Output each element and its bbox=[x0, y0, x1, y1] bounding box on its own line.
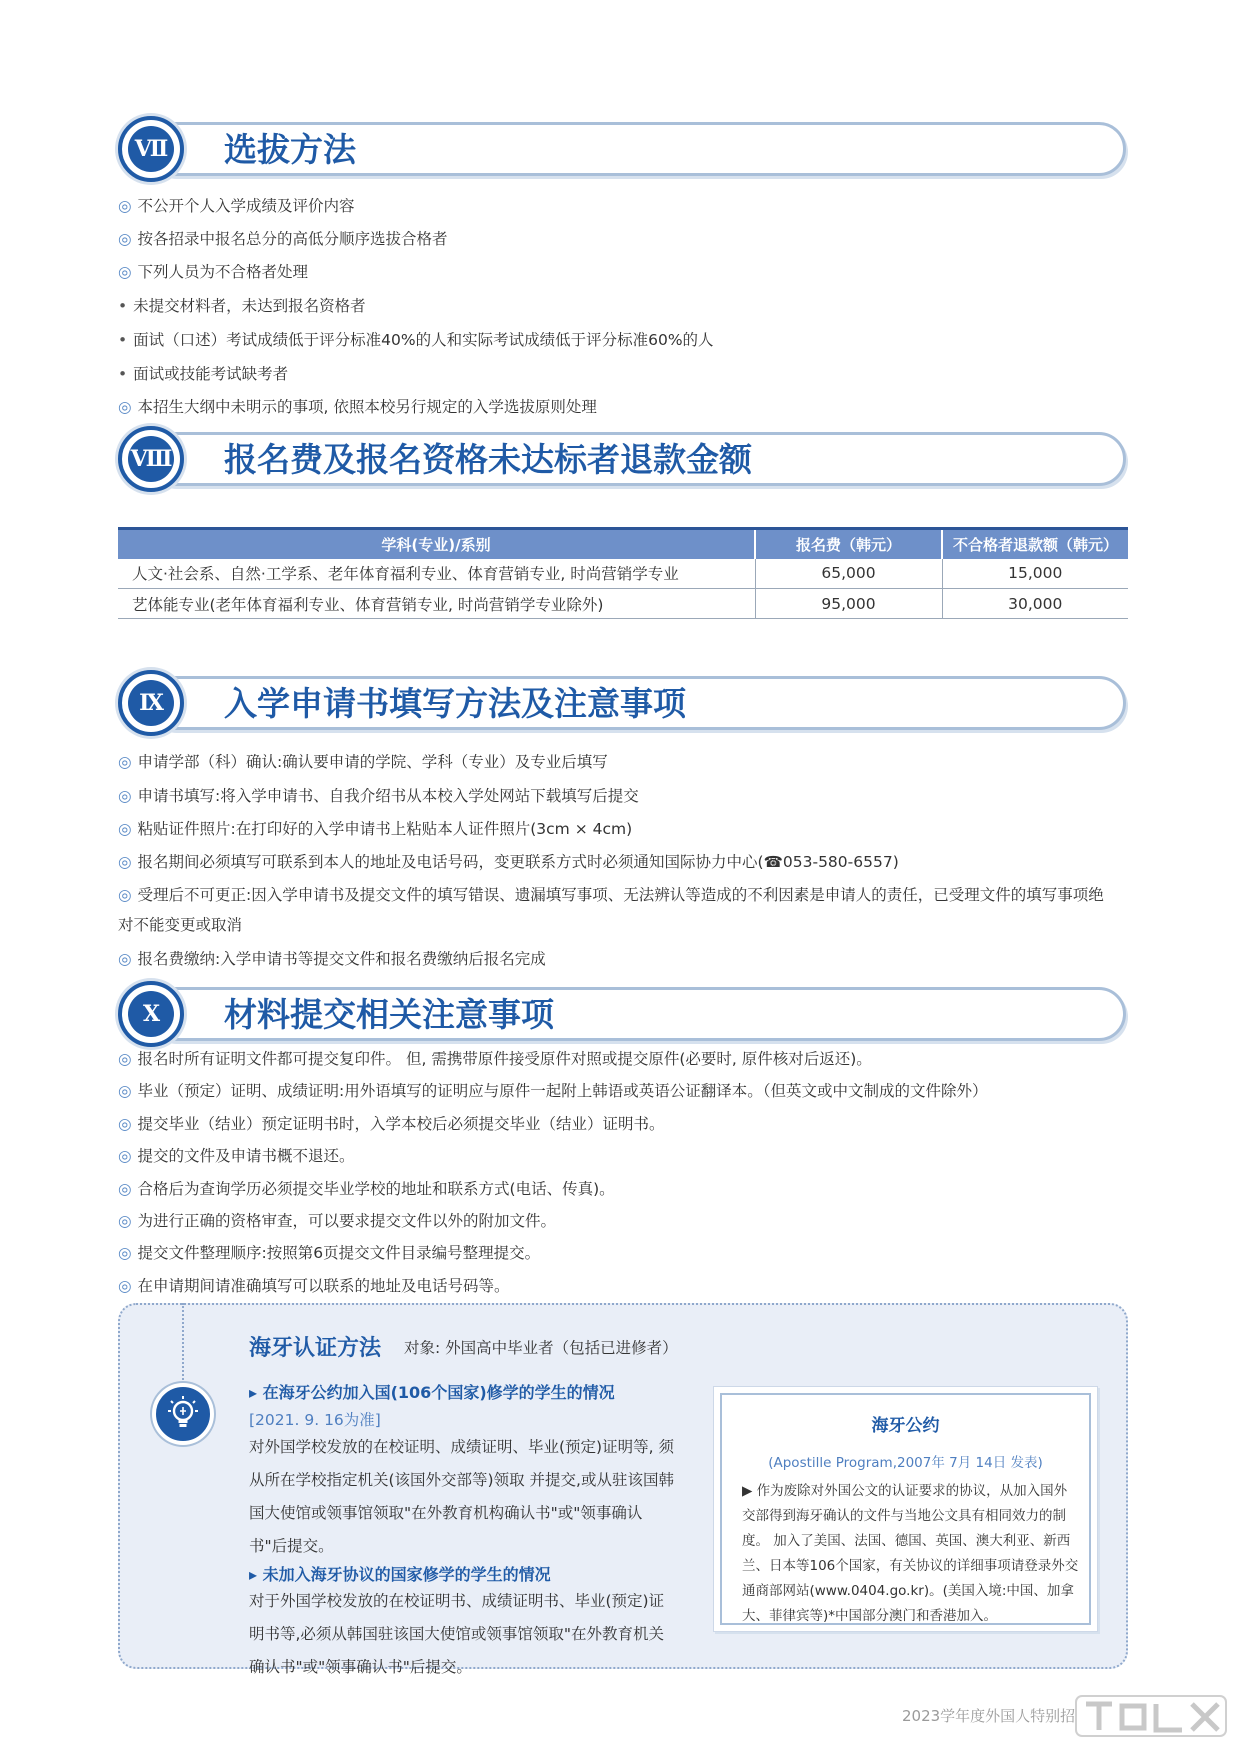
apostille-subtitle: (Apostille Program,2007年 7月 14日 发表) bbox=[768, 1455, 1043, 1471]
section10-header bbox=[118, 983, 1128, 1049]
list-item: • 面试（口述）考试成绩低于评分标准40%的人和实际考试成绩低于评分标准60%的人 bbox=[118, 331, 714, 349]
list-item: ◎ 申请学部（科）确认:确认要申请的学院、学科（专业）及专业后填写 bbox=[118, 753, 608, 771]
apostille-title: 海牙公约 bbox=[871, 1416, 940, 1436]
apostille-frame bbox=[720, 1393, 1091, 1625]
list-item: ◎ 在申请期间请准确填写可以联系的地址及电话号码等。 bbox=[118, 1277, 510, 1295]
section-title: 材料提交相关注意事项 bbox=[224, 995, 554, 1034]
list-item: ◎ 按各招录中报名总分的高低分顺序选拔合格者 bbox=[118, 230, 448, 248]
table-row bbox=[118, 559, 1128, 589]
section-number: Ⅶ bbox=[128, 126, 174, 172]
list-item: ◎ 不公开个人入学成绩及评价内容 bbox=[118, 197, 355, 215]
list-item: ◎ 报名时所有证明文件都可提交复印件。 但, 需携带原件接受原件对照或提交原件(必要时, 原件核对后返还)。 bbox=[118, 1050, 872, 1068]
list-item: ◎ 下列人员为不合格者处理 bbox=[118, 263, 309, 281]
table-header: 学科(专业)/系别 bbox=[118, 529, 755, 559]
hague-info-box bbox=[118, 1303, 1128, 1676]
hague-target: 对象: 外国高中毕业者（包括已进修者） bbox=[404, 1339, 678, 1357]
list-item: ◎ 提交的文件及申请书概不退还。 bbox=[118, 1147, 355, 1165]
list-item: ◎ 申请书填写:将入学申请书、自我介绍书从本校入学处网站下载填写后提交 bbox=[118, 787, 639, 805]
section-title: 入学申请书填写方法及注意事项 bbox=[224, 684, 686, 723]
section7-header bbox=[118, 118, 1128, 184]
hague-date: [2021. 9. 16为准] bbox=[249, 1411, 381, 1429]
section-number: Ⅸ bbox=[128, 680, 174, 726]
list-item: ◎ 受理后不可更正:因入学申请书及提交文件的填写错误、遗漏填写事项、无法辨认等造成的不利因素是申请人的责任，已受理文件的填写事项绝对不能变更或取消 bbox=[118, 886, 1104, 934]
section-number-badge bbox=[118, 981, 184, 1047]
table-cell: 人文·社会系、自然·工学系、老年体育福利专业、体育营销专业, 时尚营销学专业 bbox=[118, 559, 755, 589]
section8-header bbox=[118, 428, 1128, 494]
table-row bbox=[118, 589, 1128, 619]
apostille-text: ▶ 作为废除对外国公文的认证要求的协议，从加入国外 交部得到海牙确认的文件与当地公文具有相同效力的制度。 加入了美国、法国、德国、英国、澳大利亚、新西兰、日本等106个国家，有关协议的详细事项请登录外交通商部网站(www.0404.go.kr)。(美国入境:中国、加拿大、菲律宾等)*中国部分澳门和香港加入。 bbox=[742, 1483, 1079, 1624]
lightbulb-icon bbox=[152, 1383, 214, 1445]
hague-paragraph: 对外国学校发放的在校证明、成绩证明、毕业(预定)证明等, 须从所在学校指定机关(该国外交部等)领取 并提交,或从驻该国韩国大使馆或领事馆领取"在外教育机构确认书"或"领事确认书"后提交。 bbox=[249, 1438, 674, 1555]
hague-subheading: ▸ 未加入海牙协议的国家修学的学生的情况 bbox=[249, 1565, 551, 1584]
watermark-logo bbox=[1072, 1690, 1232, 1746]
table-cell: 艺体能专业(老年体育福利专业、体育营销专业, 时尚营销学专业除外) bbox=[118, 589, 755, 619]
section-number-badge bbox=[118, 116, 184, 182]
list-item: ◎ 合格后为查询学历必须提交毕业学校的地址和联系方式(电话、传真)。 bbox=[118, 1180, 615, 1198]
dotted-connector bbox=[182, 1303, 184, 1387]
hague-subheading: ▸ 在海牙公约加入国(106个国家)修学的学生的情况 bbox=[249, 1383, 615, 1402]
section-number-badge bbox=[118, 670, 184, 736]
table-cell: 15,000 bbox=[942, 559, 1128, 589]
hague-paragraph: 对于外国学校发放的在校证明书、成绩证明书、毕业(预定)证明书等,必须从韩国驻该国大使馆或领事馆领取"在外教育机关确认书"或"领事确认书"后提交。 bbox=[249, 1592, 665, 1676]
table-header: 不合格者退款额（韩元） bbox=[942, 529, 1128, 559]
list-item: ◎ 粘贴证件照片:在打印好的入学申请书上粘贴本人证件照片(3cm × 4cm) bbox=[118, 820, 633, 838]
list-item: • 未提交材料者，未达到报名资格者 bbox=[118, 297, 366, 315]
list-item: ◎ 提交文件整理顺序:按照第6页提交文件目录编号整理提交。 bbox=[118, 1244, 541, 1262]
list-item: • 面试或技能考试缺考者 bbox=[118, 365, 289, 383]
table-cell: 65,000 bbox=[755, 559, 942, 589]
section9-header bbox=[118, 672, 1128, 738]
list-item: ◎ 毕业（预定）证明、成绩证明:用外语填写的证明应与原件一起附上韩语或英语公证翻译本。（但英文或中文制成的文件除外） bbox=[118, 1082, 988, 1100]
list-item: ◎ 本招生大纲中未明示的事项, 依照本校另行规定的入学选拔原则处理 bbox=[118, 398, 597, 416]
table-cell: 95,000 bbox=[755, 589, 942, 619]
table-cell: 30,000 bbox=[942, 589, 1128, 619]
fee-table bbox=[118, 527, 1128, 619]
page-footer: 2023学年度外国人特别招 bbox=[902, 1707, 1076, 1725]
list-item: ◎ 为进行正确的资格审查，可以要求提交文件以外的附加文件。 bbox=[118, 1212, 557, 1230]
apostille-box bbox=[713, 1386, 1098, 1632]
table-header-row bbox=[118, 529, 1128, 559]
section-title: 选拔方法 bbox=[224, 130, 356, 169]
list-item: ◎ 报名费缴纳:入学申请书等提交文件和报名费缴纳后报名完成 bbox=[118, 950, 546, 968]
list-item: ◎ 提交毕业（结业）预定证明书时，入学本校后必须提交毕业（结业）证明书。 bbox=[118, 1115, 665, 1133]
hague-title: 海牙认证方法 bbox=[249, 1336, 382, 1361]
list-item: ◎ 报名期间必须填写可联系到本人的地址及电话号码，变更联系方式时必须通知国际协力中心(☎053-580-6557) bbox=[118, 853, 899, 871]
section-number: Ⅹ bbox=[128, 991, 174, 1037]
section-number-badge bbox=[118, 426, 184, 492]
table-header: 报名费（韩元） bbox=[755, 529, 942, 559]
section-number: Ⅷ bbox=[128, 436, 174, 482]
section-title: 报名费及报名资格未达标者退款金额 bbox=[224, 440, 752, 479]
